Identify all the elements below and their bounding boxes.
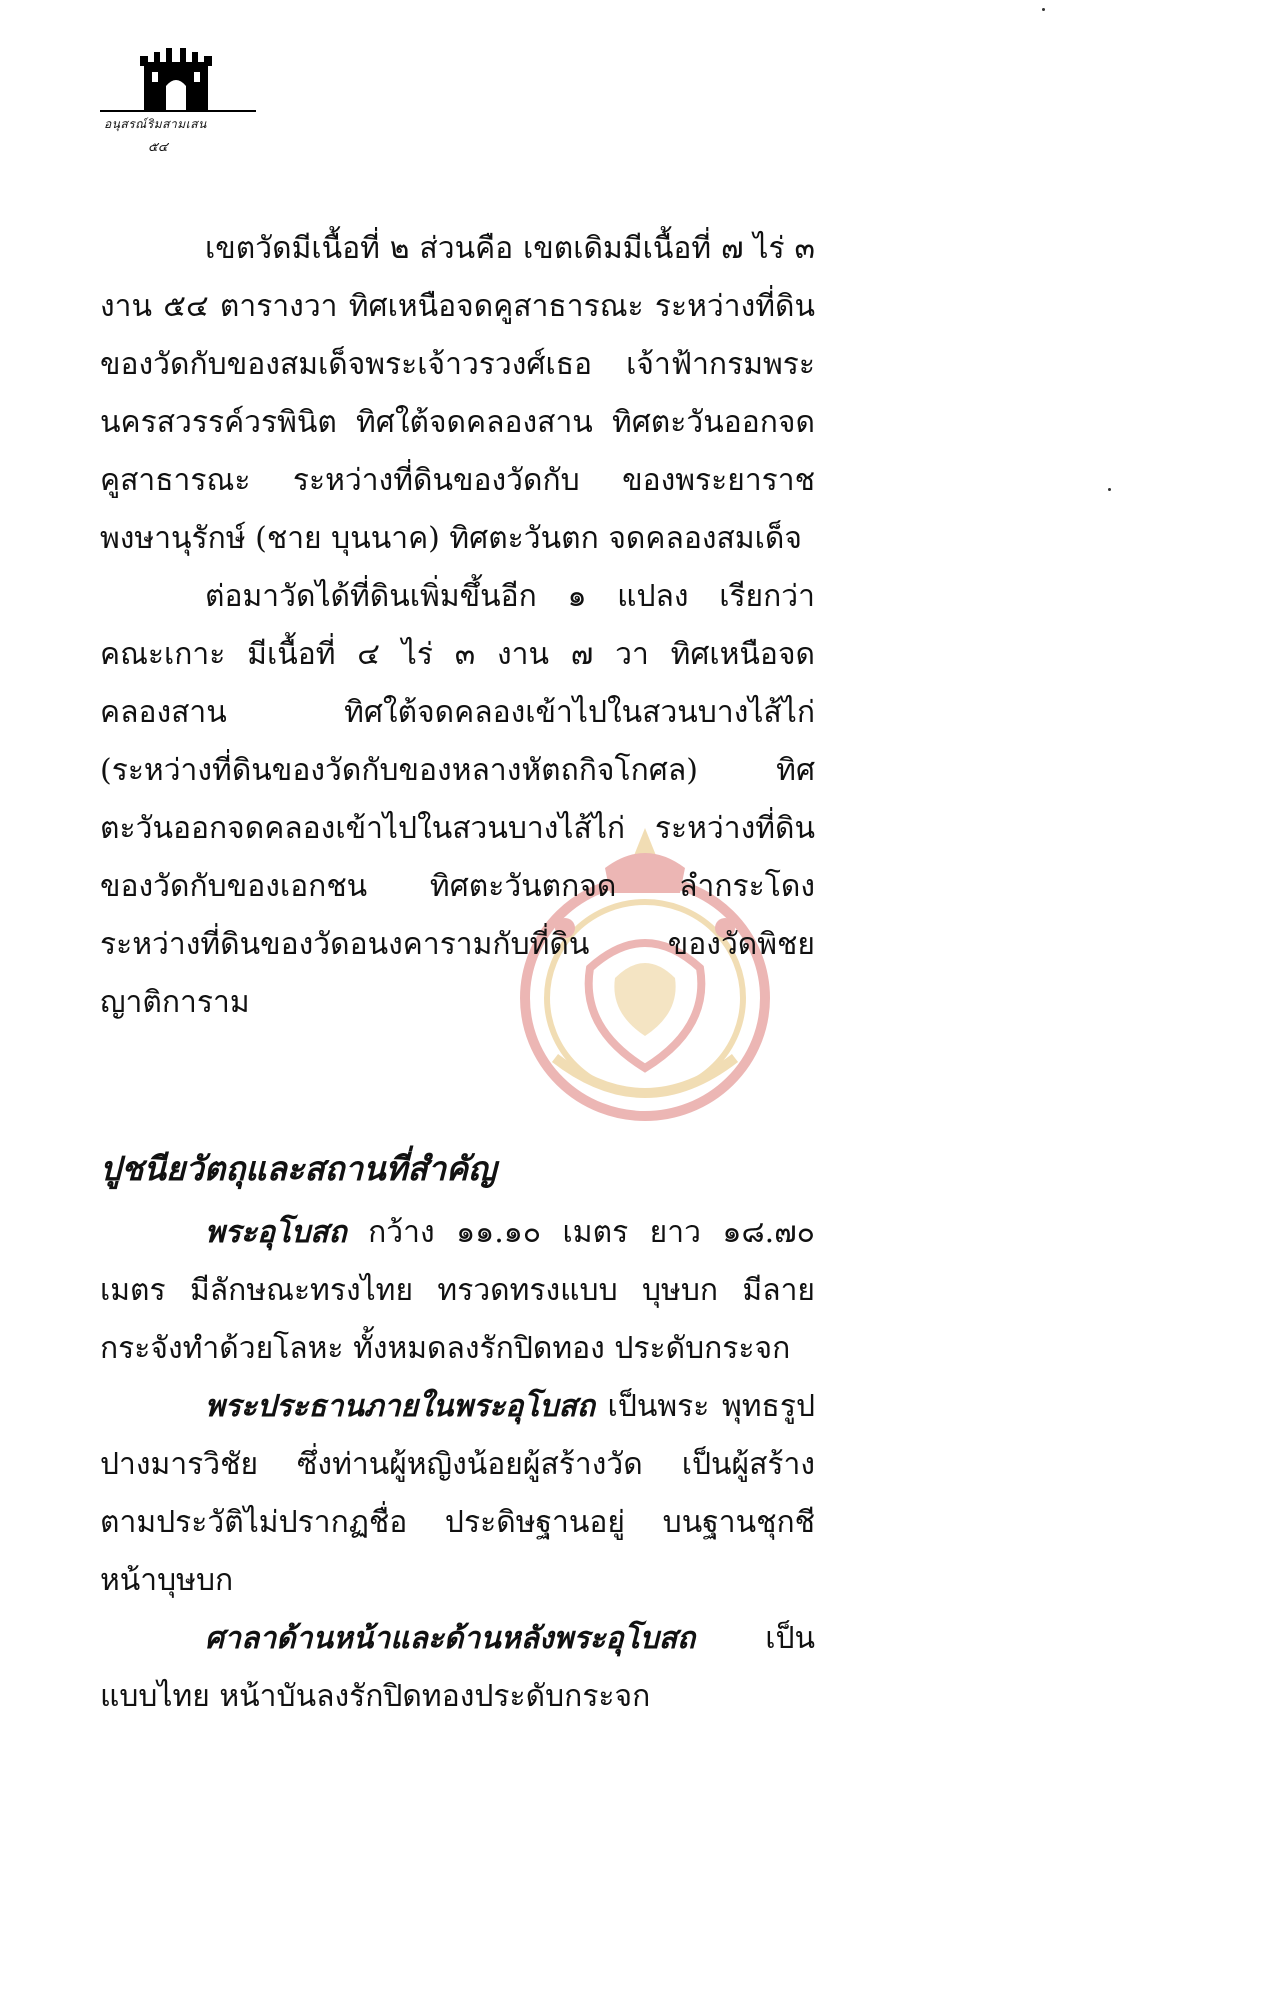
book-name: อนุสรณ์ริมสามเสน [104,117,207,131]
item-text: เป็นพระ พุทธรูปปางมารวิชัย ซึ่งท่านผู้หญิงน้อยผู้สร้างวัด เป็นผู้สร้าง ตามประวัติไม่ปรากฏชื่อ ประดิษฐานอยู่ บนฐานชุกชีหน้าบุษบก [100,1389,815,1598]
paragraph-additional-land: ต่อมาวัดได้ที่ดินเพิ่มขึ้นอีก ๑ แปลง เรียกว่า คณะเกาะ มีเนื้อที่ ๔ ไร่ ๓ งาน ๗ วา ทิศเหนือจด คลองสาน ทิศใต้จดคลองเข้าไปในสวนบางไส้ไก่ (ระหว่างที่ดินของวัดกับของหลางหัตถกิจโกศล) ทิศตะวันออกจดคลองเข้าไปในสวนบางไส้ไก่ ระหว่างที่ดินของวัดกับของเอกชน ทิศตะวันตกจด ลำกระโดง ระหว่างที่ดินของวัดอนงคารามกับที่ดิน ของวัดพิชยญาติการาม [100,579,815,1020]
item-principal-buddha [100,1378,815,1610]
page-header [100,48,260,157]
item-term: พระอุโบสถ [205,1215,347,1250]
item-text: กว้าง ๑๑.๑๐ เมตร ยาว ๑๘.๗๐ เมตร มีลักษณะทรงไทย ทรวดทรงแบบ บุษบก มีลายกระจังทำด้วยโลหะ ทั้งหมดลงรักปิดทอง ประดับกระจก [100,1215,815,1366]
scan-speck [1108,488,1111,491]
paragraph-temple-boundary: เขตวัดมีเนื้อที่ ๒ ส่วนคือ เขตเดิมมีเนื้อที่ ๗ ไร่ ๓ งาน ๕๔ ตารางวา ทิศเหนือจดคูสาธารณะ ระหว่างที่ดินของวัดกับของสมเด็จพระเจ้าวรวงศ์เธอ เจ้าฟ้ากรมพระนครสวรรค์วรพินิต ทิศใต้จดคลองสาน ทิศตะวันออกจดคูสาธารณะ ระหว่างที่ดินของวัดกับ ของพระยาราชพงษานุรักษ์ (ชาย บุนนาค) ทิศตะวันตก จดคลองสมเด็จ [100,231,815,556]
fort-gate-logo-icon [100,48,260,110]
item-ordination-hall [100,1204,815,1378]
header-rule [100,110,256,112]
item-term: พระประธานภายในพระอุโบสถ [205,1389,595,1424]
item-pavilions [100,1610,815,1726]
item-term: ศาลาด้านหน้าและด้านหลังพระอุโบสถ [205,1621,696,1656]
section-heading: ปูชนียวัตถุและสถานที่สำคัญ [100,1149,497,1188]
scan-speck [1042,8,1045,11]
item-text: เป็น แบบไทย หน้าบันลงรักปิดทองประดับกระจก [100,1621,815,1714]
page-number: ๕๔ [148,140,168,155]
document-body [100,220,815,1726]
